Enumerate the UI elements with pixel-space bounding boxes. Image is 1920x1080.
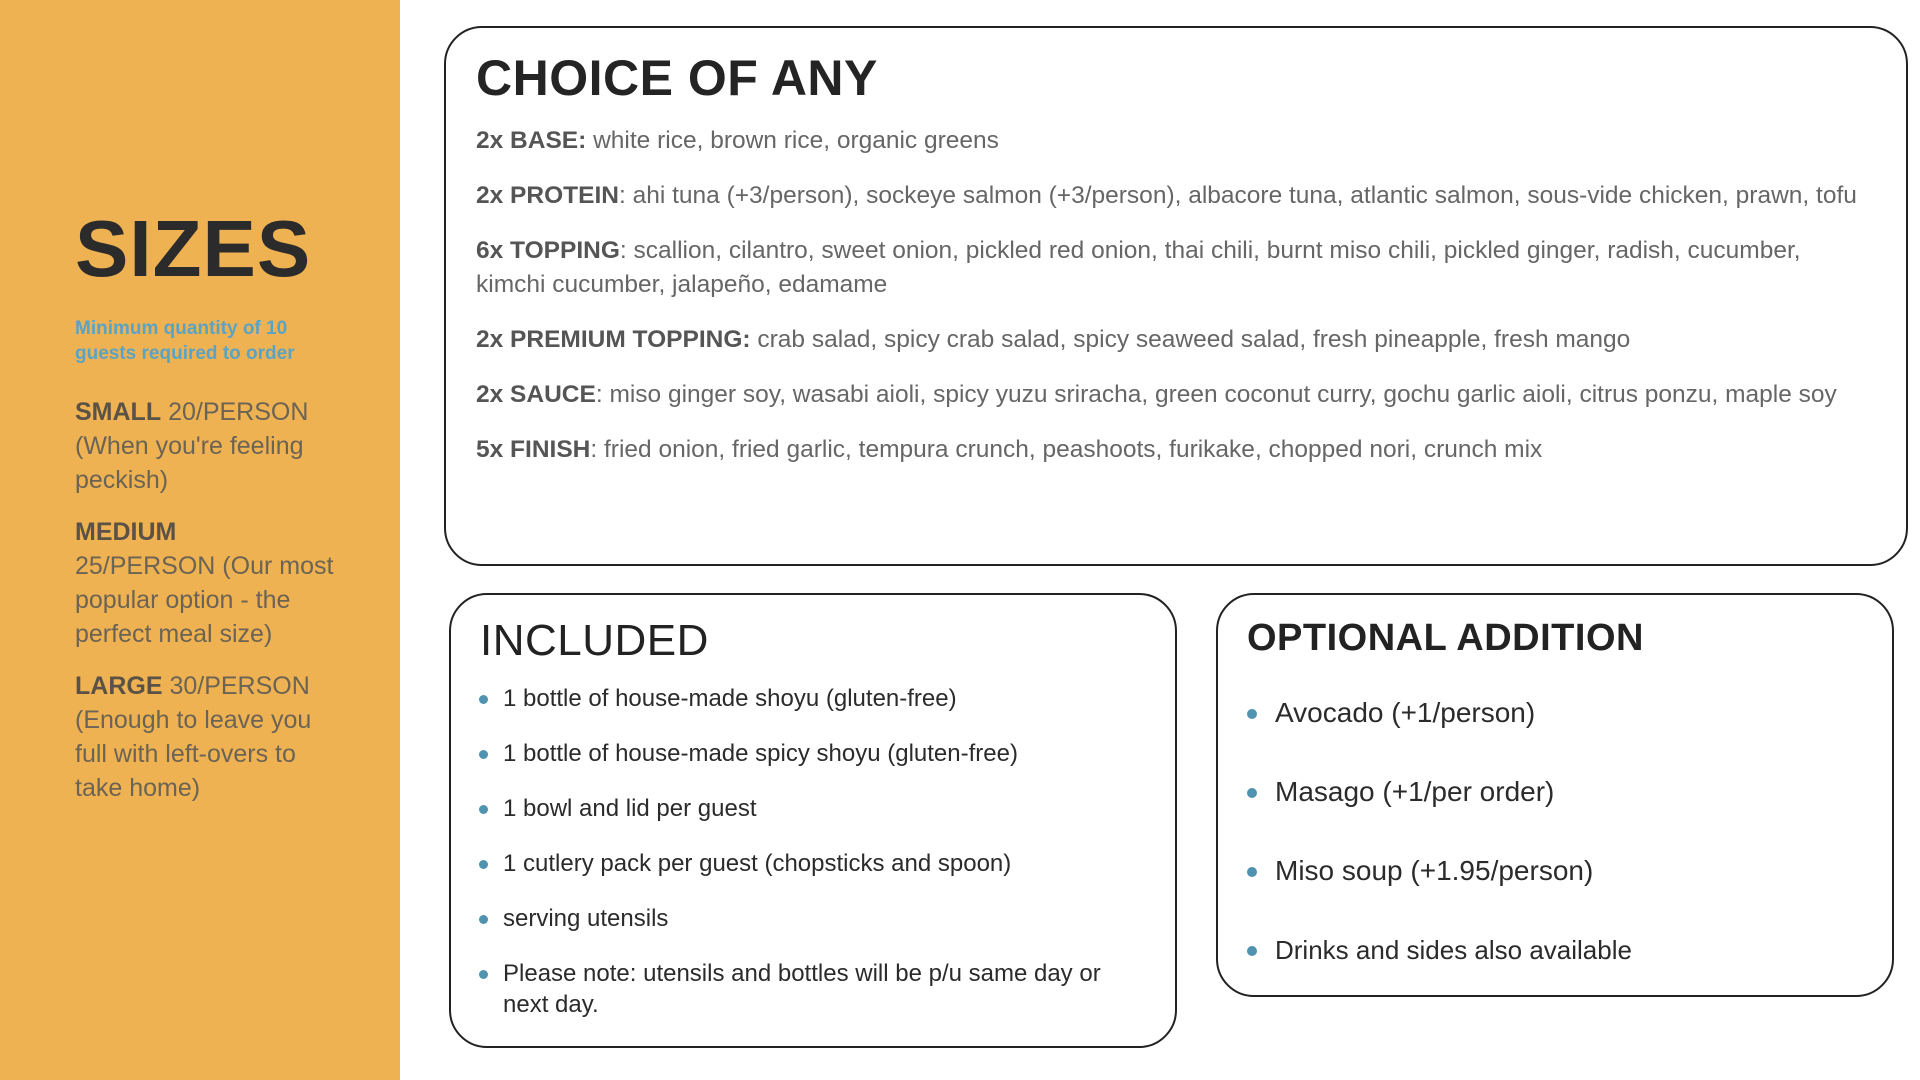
included-item: [479, 793, 1139, 824]
included-title: INCLUDED: [480, 616, 709, 665]
choice-options: : scallion, cilantro, sweet onion, pickled red onion, thai chili, burnt miso chili, pickled ginger, radish, cucumber, kimchi cucumber, jalapeño, edamame: [476, 237, 1801, 298]
choice-row-topping: [476, 234, 1876, 302]
choice-options: : fried onion, fried garlic, tempura crunch, peashoots, furikake, chopped nori, crunch mix: [590, 436, 1543, 463]
optional-item-text: Miso soup (+1.95/person): [1275, 855, 1594, 886]
choice-options: : ahi tuna (+3/person), sockeye salmon (+3/person), albacore tuna, atlantic salmon, sous-vide chicken, prawn, tofu: [618, 182, 1857, 209]
size-description: (Our most popular option - the perfect meal size): [75, 552, 334, 648]
choice-row-base: [476, 124, 1876, 158]
included-item-text: 1 bottle of house-made shoyu (gluten-free): [503, 685, 957, 712]
bullet-dot-icon: [479, 805, 488, 814]
bullet-dot-icon: [479, 970, 488, 979]
optional-item: [1247, 774, 1867, 810]
included-item: [479, 903, 1139, 934]
choice-row-premium-topping: [476, 323, 1876, 357]
size-price: 30/PERSON: [169, 672, 310, 700]
optional-item: [1247, 695, 1867, 731]
choice-row-finish: [476, 433, 1876, 467]
size-name: LARGE: [75, 672, 163, 700]
choice-card: [444, 26, 1908, 566]
minimum-quantity-note: Minimum quantity of 10 guests required to order: [75, 318, 295, 364]
optional-item: [1247, 853, 1867, 889]
size-price: 20/PERSON: [168, 398, 309, 426]
size-item-small: [75, 395, 335, 497]
optional-title: OPTIONAL ADDITION: [1247, 617, 1644, 659]
choice-list: [476, 124, 1876, 488]
included-item-text: serving utensils: [503, 905, 669, 932]
included-card: [449, 593, 1177, 1048]
bullet-dot-icon: [479, 860, 488, 869]
choice-options: : miso ginger soy, wasabi aioli, spicy yuzu sriracha, green coconut curry, gochu garlic aioli, citrus ponzu, maple soy: [595, 381, 1837, 408]
optional-item: [1247, 932, 1867, 968]
choice-label: 2x SAUCE: [476, 381, 596, 408]
included-item: [479, 958, 1139, 1020]
optional-item-text: Drinks and sides also available: [1275, 935, 1632, 965]
size-name: MEDIUM: [75, 518, 177, 546]
choice-label: 5x FINISH: [476, 436, 591, 463]
optional-item-text: Avocado (+1/person): [1275, 697, 1536, 728]
size-description: (Enough to leave you full with left-overs to take home): [75, 706, 312, 802]
choice-options: crab salad, spicy crab salad, spicy seaweed salad, fresh pineapple, fresh mango: [750, 326, 1631, 353]
bullet-dot-icon: [479, 695, 488, 704]
choice-title: CHOICE OF ANY: [476, 50, 878, 106]
size-name: SMALL: [75, 398, 162, 426]
sizes-title: SIZES: [75, 204, 312, 293]
size-item-large: [75, 669, 335, 805]
optional-list: [1247, 695, 1867, 1011]
choice-label: 2x PREMIUM TOPPING:: [476, 326, 751, 353]
choice-options: white rice, brown rice, organic greens: [586, 127, 999, 154]
size-list: [75, 395, 335, 823]
optional-card: [1216, 593, 1894, 997]
size-price: 25/PERSON: [75, 552, 216, 580]
included-item-text: 1 cutlery pack per guest (chopsticks and spoon): [503, 850, 1012, 877]
bullet-dot-icon: [1247, 946, 1257, 956]
size-item-medium: [75, 515, 335, 651]
bullet-dot-icon: [479, 915, 488, 924]
bullet-dot-icon: [1247, 709, 1257, 719]
bullet-dot-icon: [1247, 788, 1257, 798]
included-list: [479, 683, 1139, 1044]
choice-row-sauce: [476, 378, 1876, 412]
choice-row-protein: [476, 179, 1876, 213]
included-item: [479, 683, 1139, 714]
bullet-dot-icon: [1247, 867, 1257, 877]
size-description: (When you're feeling peckish): [75, 432, 304, 494]
included-item-text: Please note: utensils and bottles will be p/u same day or next day.: [503, 960, 1101, 1018]
choice-label: 6x TOPPING: [476, 237, 620, 264]
included-item-text: 1 bottle of house-made spicy shoyu (gluten-free): [503, 740, 1018, 767]
optional-item-text: Masago (+1/per order): [1275, 776, 1555, 807]
choice-label: 2x PROTEIN: [476, 182, 619, 209]
bullet-dot-icon: [479, 750, 488, 759]
choice-label: 2x BASE:: [476, 127, 587, 154]
included-item: [479, 848, 1139, 879]
included-item: [479, 738, 1139, 769]
included-item-text: 1 bowl and lid per guest: [503, 795, 757, 822]
sizes-sidebar: [0, 0, 400, 1080]
